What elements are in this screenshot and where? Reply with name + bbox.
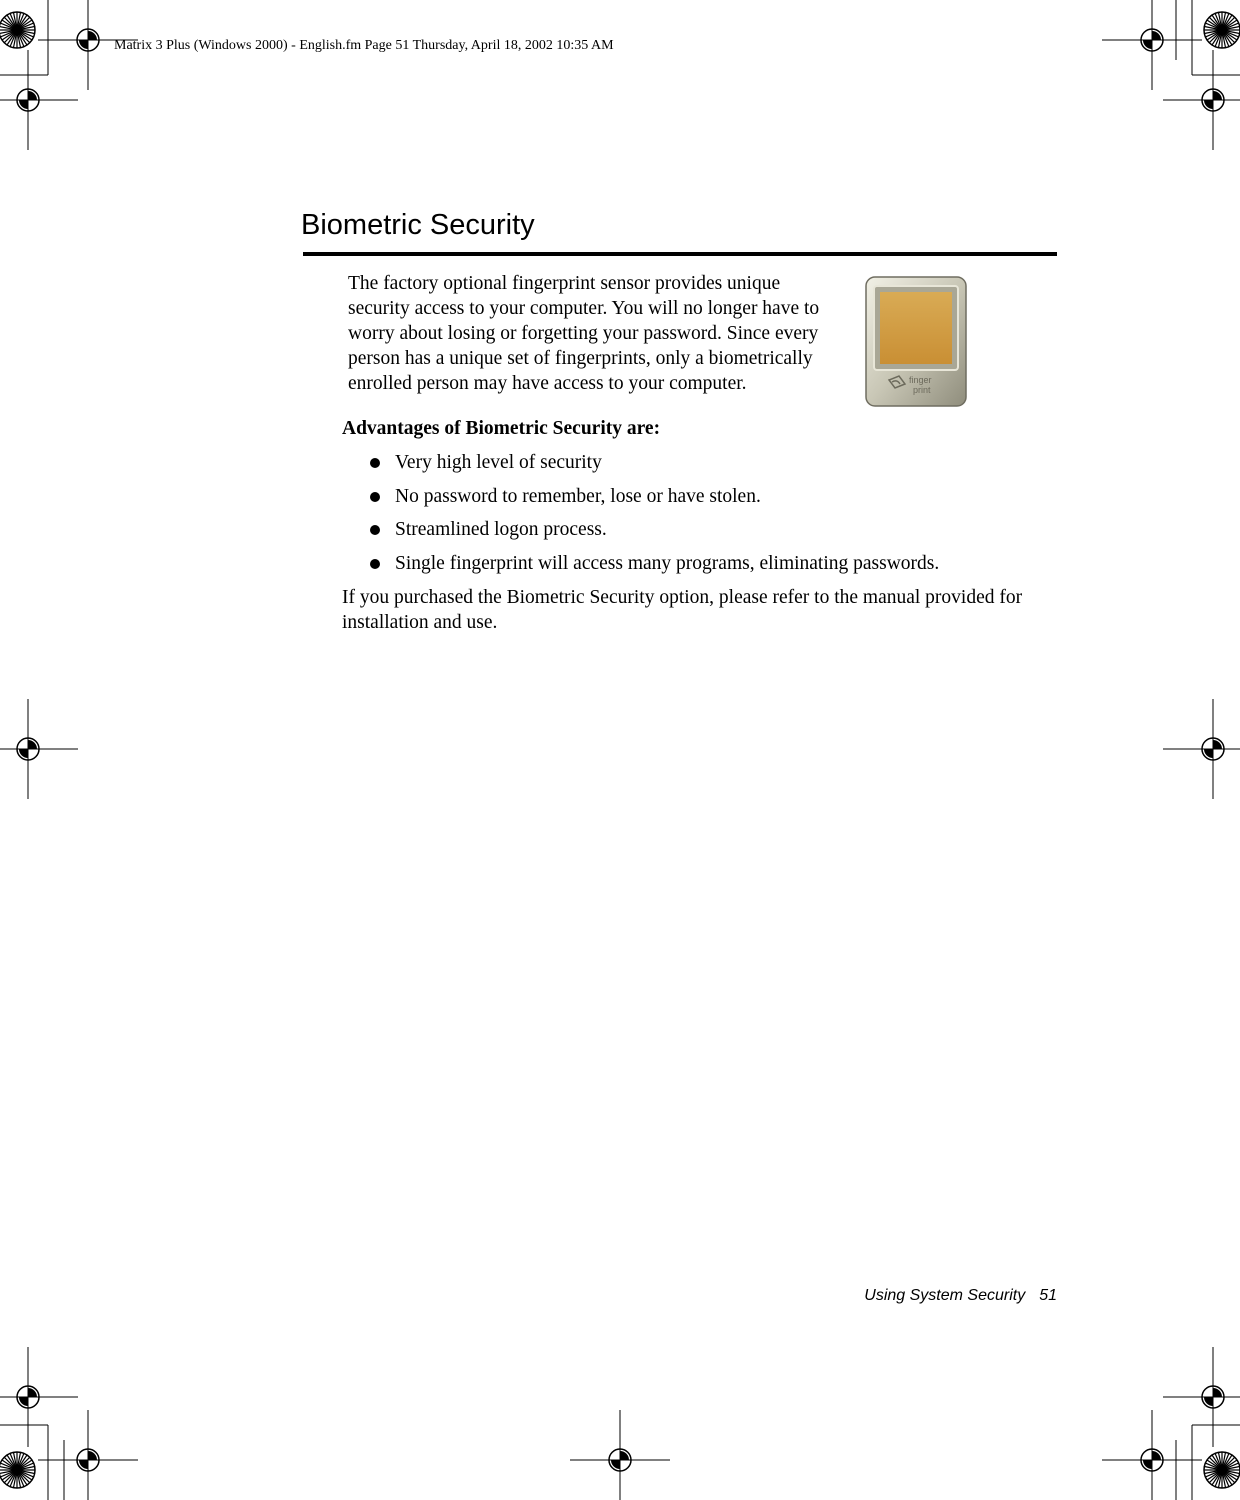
intro-line: security access to your computer. You will no longer have to xyxy=(348,298,820,319)
footer-chapter: Using System Security xyxy=(864,1287,1026,1304)
bullet-icon xyxy=(370,492,380,502)
list-item-text: Very high level of security xyxy=(395,452,602,473)
list-item xyxy=(370,551,939,585)
advantages-heading: Advantages of Biometric Security are: xyxy=(342,418,661,439)
intro-line: worry about losing or forgetting your password. Since every xyxy=(348,323,819,344)
bullet-icon xyxy=(370,458,380,468)
page-number: 51 xyxy=(1039,1287,1057,1304)
list-item xyxy=(370,484,939,518)
intro-line: enrolled person may have access to your computer. xyxy=(348,373,747,394)
intro-paragraph xyxy=(348,271,858,396)
list-item xyxy=(370,517,939,551)
intro-line: person has a unique set of fingerprints, only a biometrically xyxy=(348,348,813,369)
closing-line: installation and use. xyxy=(342,612,498,633)
closing-paragraph xyxy=(342,585,1072,635)
sensor-label-finger: finger xyxy=(909,375,932,385)
sensor-label-print: print xyxy=(913,385,931,395)
closing-line: If you purchased the Biometric Security option, please refer to the manual provided for xyxy=(342,587,1023,608)
advantages-list xyxy=(370,450,939,584)
page-footer xyxy=(800,1287,1057,1305)
section-title: Biometric Security xyxy=(301,209,535,241)
title-rule xyxy=(303,252,1057,256)
list-item-text: No password to remember, lose or have stolen. xyxy=(395,485,761,507)
fingerprint-sensor-image xyxy=(865,276,967,407)
intro-line: The factory optional fingerprint sensor provides unique xyxy=(348,273,781,294)
bullet-icon xyxy=(370,559,380,569)
list-item xyxy=(370,450,939,484)
file-slug: Matrix 3 Plus (Windows 2000) - English.fm Page 51 Thursday, April 18, 2002 10:35 AM xyxy=(114,38,614,53)
bullet-icon xyxy=(370,525,380,535)
list-item-text: Single fingerprint will access many programs, eliminating passwords. xyxy=(395,552,940,574)
list-item-text: Streamlined logon process. xyxy=(395,519,607,540)
